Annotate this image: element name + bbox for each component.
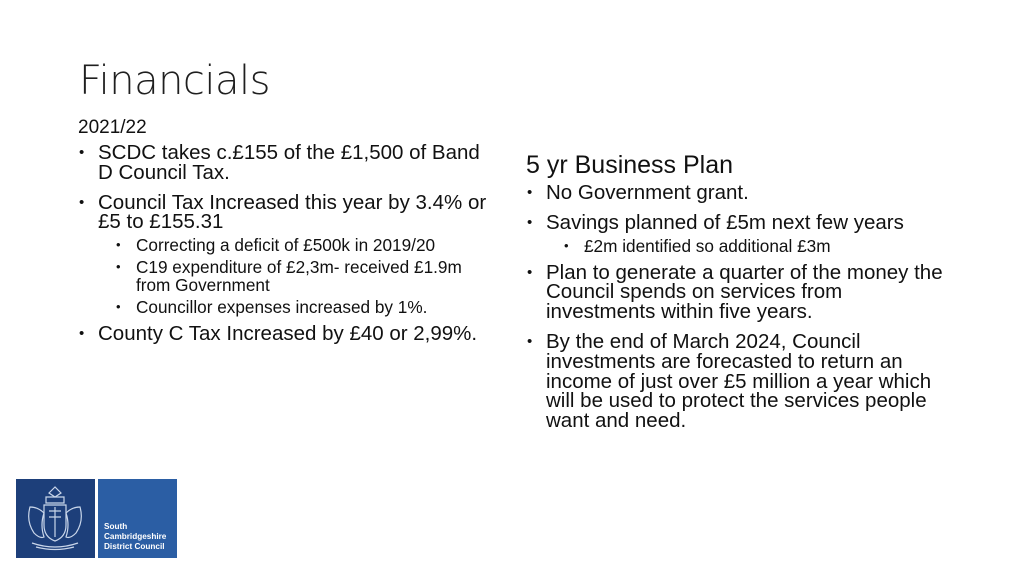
list-item — [526, 183, 946, 203]
sub-bullet-text: Councillor expenses increased by 1%. — [136, 297, 428, 318]
bullet-icon: • — [116, 299, 121, 315]
list-item — [526, 329, 946, 433]
crest-icon — [16, 479, 95, 558]
right-bullet-list — [526, 183, 946, 431]
logo-line-1: South — [104, 522, 128, 531]
sub-list-item — [564, 237, 946, 255]
right-heading: 5 yr Business Plan — [526, 151, 734, 179]
list-item — [78, 324, 498, 344]
bullet-text: By the end of March 2024, Council investments are forecasted to return an income of just over £5 million a year which will be used to protect the services people want and need. — [546, 329, 932, 433]
logo-line-3: District Council — [104, 542, 165, 551]
bullet-icon: • — [527, 332, 533, 350]
logo-line-2: Cambridgeshire — [104, 532, 167, 541]
list-item — [78, 190, 498, 318]
list-item — [526, 210, 946, 256]
bullet-icon: • — [79, 325, 85, 343]
bullet-text: No Government grant. — [546, 181, 749, 204]
bullet-icon: • — [564, 237, 569, 253]
list-item — [526, 260, 946, 324]
bullet-icon: • — [527, 213, 533, 231]
right-column — [526, 150, 946, 441]
left-heading: 2021/22 — [78, 117, 147, 138]
bullet-text: Savings planned of £5m next few years — [546, 210, 904, 234]
bullet-text: Council Tax Increased this year by 3.4% or £5 to £155.31 — [98, 190, 487, 234]
sub-bullet-list — [116, 236, 498, 316]
sub-bullet-text: Correcting a deficit of £500k in 2019/20 — [136, 235, 436, 256]
sub-bullet-text: £2m identified so additional £3m — [584, 235, 831, 256]
sub-list-item — [116, 236, 498, 254]
sub-list-item — [116, 258, 498, 294]
bullet-icon: • — [116, 259, 121, 275]
bullet-text: Plan to generate a quarter of the money the Council spends on services from investments within five years. — [546, 260, 943, 324]
bullet-icon: • — [527, 263, 533, 281]
bullet-icon: • — [527, 184, 533, 201]
bullet-text: SCDC takes c.£155 of the £1,500 of Band D Council Tax. — [98, 141, 480, 184]
left-bullet-list — [78, 143, 498, 344]
logo-wordmark — [98, 479, 177, 558]
sub-list-item — [116, 298, 498, 316]
bullet-text: County C Tax Increased by £40 or 2,99%. — [98, 322, 478, 346]
list-item — [78, 143, 498, 183]
sub-bullet-text: C19 expenditure of £2,3m- received £1.9m from Government — [136, 257, 462, 296]
council-logo — [16, 479, 177, 558]
bullet-icon: • — [79, 193, 85, 211]
bullet-icon: • — [79, 144, 85, 161]
slide-title: Financials — [79, 58, 270, 104]
sub-bullet-list — [564, 237, 946, 255]
coat-of-arms-icon — [16, 479, 95, 558]
left-column — [78, 116, 498, 354]
bullet-icon: • — [116, 237, 121, 253]
